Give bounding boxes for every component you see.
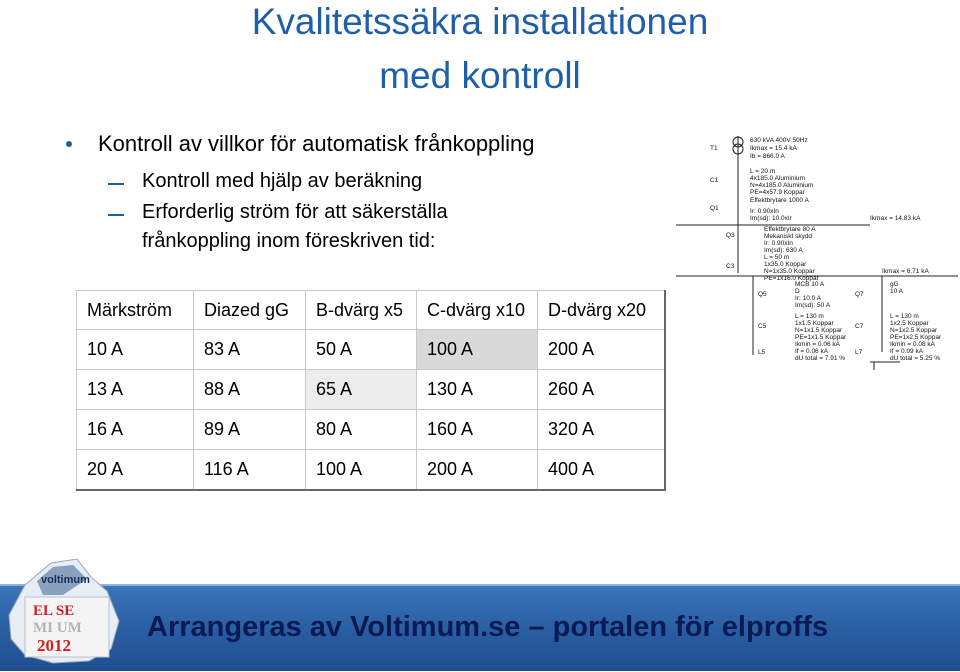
bullet-main-text: Kontroll av villkor för automatisk frånkoppling	[98, 131, 535, 156]
label-c7-line: PE=1x2.5 Koppar	[890, 334, 942, 341]
table-header-cell: B-dvärg x5	[306, 291, 417, 330]
slide-title-line-2: med kontroll	[379, 55, 581, 96]
label-ikmax: Ikmax = 6.71 kA	[882, 268, 929, 275]
table-cell: 130 A	[417, 370, 538, 410]
table-cell: 100 A	[417, 330, 538, 370]
table-header-cell: Märkström	[77, 291, 194, 330]
label-c7-line: N=1x2.5 Koppar	[890, 327, 938, 334]
label-c3: C3	[726, 263, 735, 270]
table-cell: 320 A	[538, 410, 666, 450]
table-header-cell: C-dvärg x10	[417, 291, 538, 330]
label-q5-line: D	[795, 288, 800, 295]
schematic-svg	[670, 130, 960, 375]
label-q7-line: gG	[890, 281, 899, 288]
footer-bar	[0, 584, 960, 671]
logo-svg	[3, 555, 128, 667]
table-cell: 200 A	[417, 450, 538, 491]
label-q5-line: Ir: 10.0 A	[795, 295, 822, 302]
label-c1-line: N=4x185.0 Aluminium	[750, 182, 814, 189]
sub-bullet-2-line-2: frånkoppling inom föreskriven tid:	[142, 230, 436, 252]
bullet-dot-icon	[66, 141, 72, 147]
table-cell: 80 A	[306, 410, 417, 450]
label-l7-line: dU total = 5.25 %	[890, 355, 941, 362]
sub-bullet-1: Kontroll med hjälp av beräkning	[142, 170, 423, 192]
table-cell: 89 A	[194, 410, 306, 450]
label-c1: C1	[710, 177, 719, 184]
label-q5: Q5	[758, 291, 767, 298]
label-q1-line: Effektbrytare 1000 A	[750, 197, 809, 204]
table-row	[77, 370, 666, 410]
label-c1-line: L = 20 m	[750, 168, 776, 175]
table-cell: 400 A	[538, 450, 666, 491]
label-q5-line: Im(sd): 50 A	[795, 302, 831, 309]
dash-icon	[108, 214, 124, 216]
table-header-row	[77, 291, 666, 330]
label-t1-line: 630 kVA 400V 50Hz	[750, 137, 808, 144]
circuit-schematic	[670, 130, 960, 375]
label-t1: T1	[710, 145, 718, 152]
label-c7: C7	[855, 323, 864, 330]
table-header-cell: D-dvärg x20	[538, 291, 666, 330]
label-l7-line: If = 0.09 kA	[890, 348, 924, 355]
label-t1-line: Ib = 866.0 A	[750, 153, 785, 160]
label-l7: L7	[855, 349, 863, 356]
label-c7-line: L = 130 m	[890, 313, 919, 320]
sub-bullet-2-line-1: Erforderlig ström för att säkerställa	[142, 201, 448, 223]
label-q5-line: MCB 10 A	[795, 281, 825, 288]
label-q3-line: Im(sd): 630 A	[764, 247, 803, 254]
table-cell: 16 A	[77, 410, 194, 450]
label-c1-line: PE=4x57.9 Koppar	[750, 189, 805, 196]
label-q7-line: 10 A	[890, 288, 904, 295]
logo-year: 2012	[37, 636, 71, 655]
logo-event-top: EL SE	[33, 603, 75, 619]
table-cell: 160 A	[417, 410, 538, 450]
table-cell: 10 A	[77, 330, 194, 370]
label-l5-line: If = 0.06 kA	[795, 348, 829, 355]
label-q1-line: Im(sd): 10.0xIr	[750, 215, 792, 222]
label-c3-line: L = 50 m	[764, 254, 790, 261]
table-row	[77, 410, 666, 450]
table-cell: 88 A	[194, 370, 306, 410]
table-cell: 50 A	[306, 330, 417, 370]
label-c3-line: PE=1x16.0 Koppar	[764, 275, 819, 282]
label-ikmax: Ikmax = 14.83 kA	[870, 215, 921, 222]
label-t1-line: Ikmax = 15.4 kA	[750, 145, 797, 152]
logo-event-mid: MI UM	[33, 620, 82, 636]
table-cell: 13 A	[77, 370, 194, 410]
table-cell: 200 A	[538, 330, 666, 370]
table-cell: 116 A	[194, 450, 306, 491]
label-l5: L5	[758, 349, 766, 356]
table-cell: 83 A	[194, 330, 306, 370]
table-row	[77, 450, 666, 491]
label-c5-line: PE=1x1.5 Koppar	[795, 334, 847, 341]
table-cell: 65 A	[306, 370, 417, 410]
label-q3-line: Ir: 0.90xIn	[764, 240, 793, 247]
label-q1-line: Ir: 0.90xIn	[750, 208, 779, 215]
label-c3-line: 1x35.0 Koppar	[764, 261, 807, 268]
logo-brand: voltimum	[41, 574, 90, 586]
table-row	[77, 330, 666, 370]
table-cell: 260 A	[538, 370, 666, 410]
label-c7-line: 1x2.5 Koppar	[890, 320, 929, 327]
label-q1: Q1	[710, 205, 719, 212]
label-l5-line: dU total = 7.91 %	[795, 355, 846, 362]
footer-text: Arrangeras av Voltimum.se – portalen för elproffs	[147, 611, 829, 643]
current-table	[76, 290, 666, 491]
label-l7-line: Ikmin = 0.08 kA	[890, 341, 935, 348]
voltimum-elsemium-logo	[3, 555, 128, 667]
label-c5-line: 1x1.5 Koppar	[795, 320, 834, 327]
footer-divider	[0, 584, 960, 586]
label-c3-line: N=1x35.0 Koppar	[764, 268, 815, 275]
label-c5-line: N=1x1.5 Koppar	[795, 327, 843, 334]
slide-title-line-1: Kvalitetssäkra installationen	[251, 1, 709, 42]
label-l5-line: Ikmin = 0.06 kA	[795, 341, 840, 348]
label-q3: Q3	[726, 232, 735, 239]
table-cell: 20 A	[77, 450, 194, 491]
label-c5-line: L = 130 m	[795, 313, 824, 320]
label-c1-line: 4x185.0 Aluminium	[750, 175, 805, 182]
label-c5: C5	[758, 323, 767, 330]
label-q7: Q7	[855, 291, 864, 298]
table-header-cell: Diazed gG	[194, 291, 306, 330]
dash-icon	[108, 183, 124, 185]
label-q3-line: Effektbrytare 80 A	[764, 226, 816, 233]
table-cell: 100 A	[306, 450, 417, 491]
label-q3-line: Mekaniskt skydd	[764, 233, 813, 240]
